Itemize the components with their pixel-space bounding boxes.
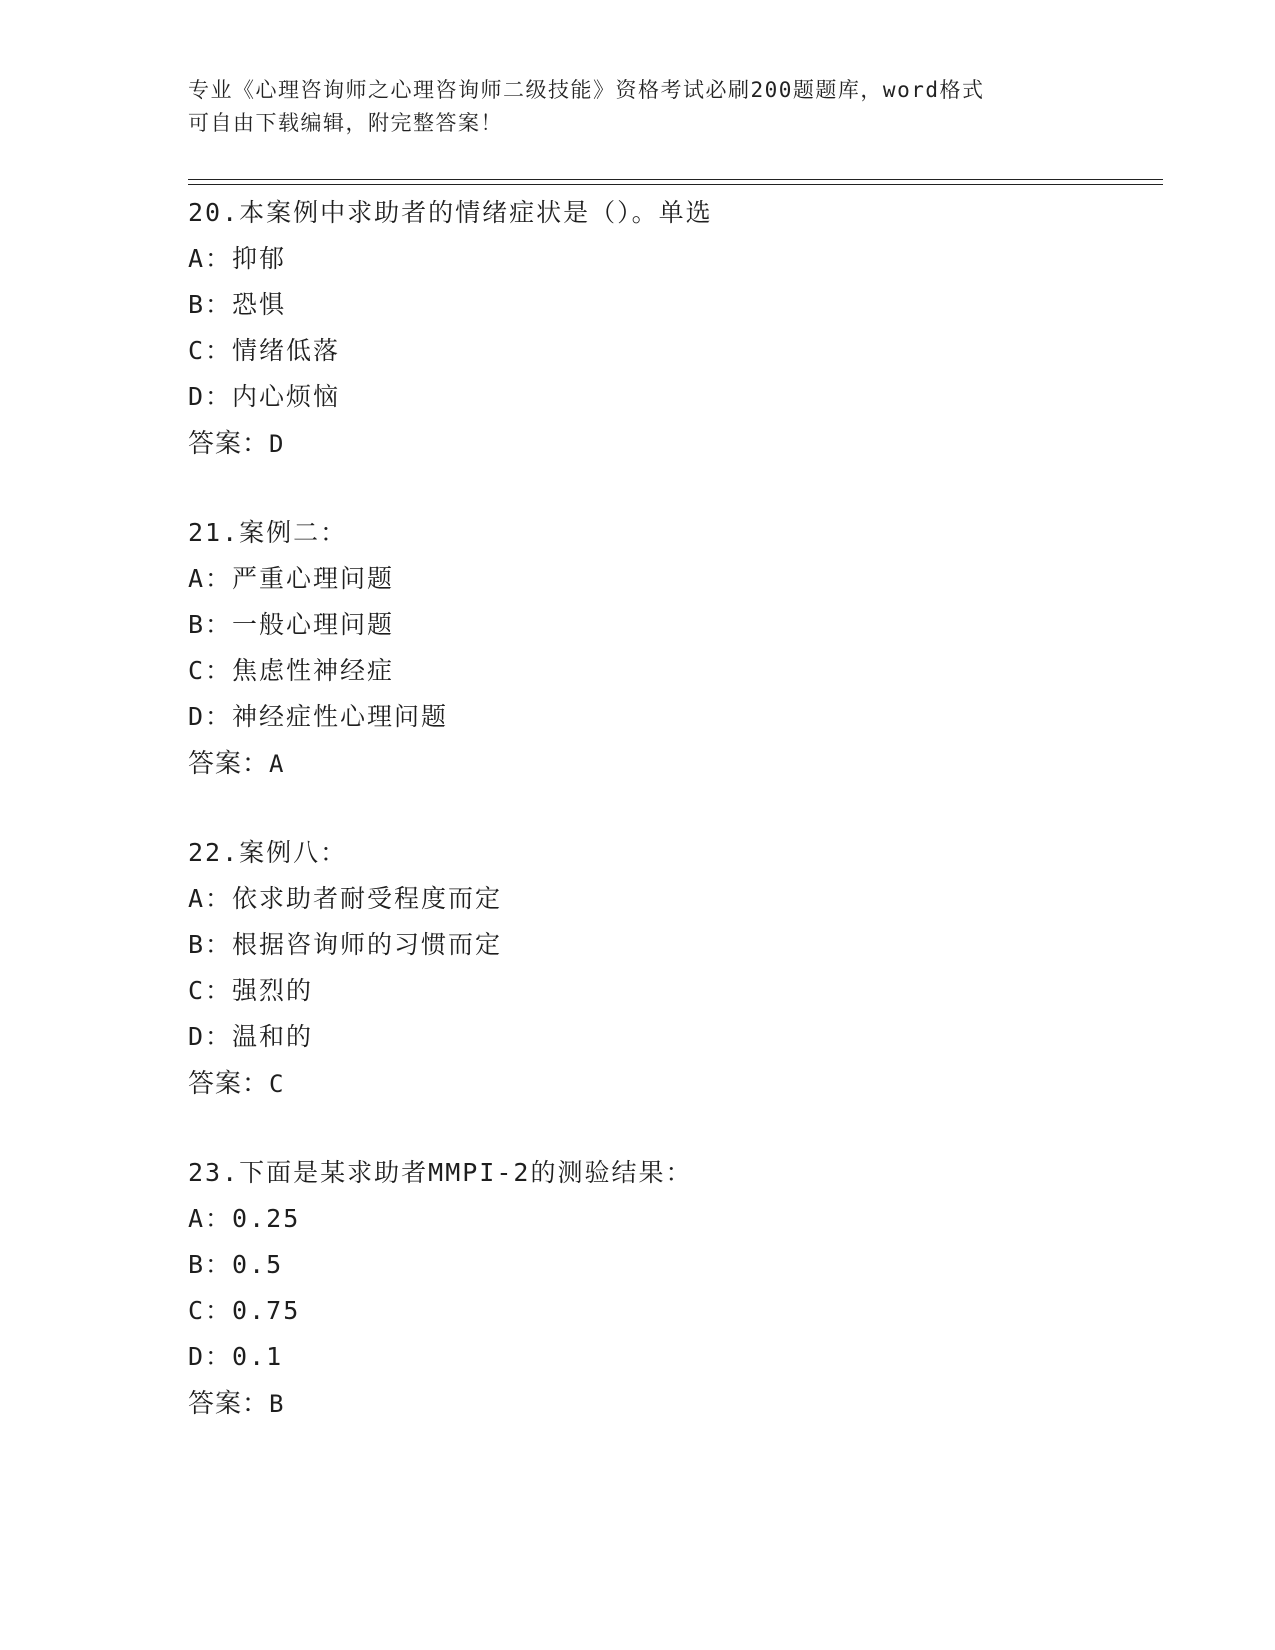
question-stem: 20.本案例中求助者的情绪症状是（）。单选: [188, 198, 713, 227]
header-divider-bottom: [188, 184, 1163, 185]
answer-line: [188, 1060, 1148, 1106]
question-block: [188, 830, 1148, 1150]
answer-value: C: [269, 1070, 285, 1098]
question-stem: 21.案例二：: [188, 518, 348, 547]
option-c: C：焦虑性神经症: [188, 656, 395, 685]
answer-label: 答案：: [188, 1068, 270, 1098]
option-d: D：0.1: [188, 1342, 284, 1371]
answer-label: 答案：: [188, 748, 270, 778]
option-c: C：情绪低落: [188, 336, 341, 365]
option-d: D：神经症性心理问题: [188, 702, 449, 731]
answer-line: [188, 420, 1148, 466]
option-c: C：强烈的: [188, 976, 314, 1005]
question-list: [188, 190, 1148, 1470]
option-a: A：0.25: [188, 1204, 301, 1233]
answer-value: B: [269, 1390, 285, 1418]
option-b: B：恐惧: [188, 290, 287, 319]
option-b: B：0.5: [188, 1250, 284, 1279]
question-block: [188, 510, 1148, 830]
answer-value: D: [269, 430, 285, 458]
header-divider-top: [188, 179, 1163, 180]
answer-line: [188, 740, 1148, 786]
option-d: D：温和的: [188, 1022, 314, 1051]
question-stem: 23.下面是某求助者MMPI-2的测验结果：: [188, 1158, 693, 1187]
option-b: B：根据咨询师的习惯而定: [188, 930, 503, 959]
answer-line: [188, 1380, 1148, 1426]
question-block: [188, 190, 1148, 510]
option-a: A：抑郁: [188, 244, 287, 273]
option-c: C：0.75: [188, 1296, 301, 1325]
answer-label: 答案：: [188, 428, 270, 458]
question-stem: 22.案例八：: [188, 838, 348, 867]
document-header: [188, 74, 1088, 140]
option-a: A：严重心理问题: [188, 564, 395, 593]
answer-label: 答案：: [188, 1388, 270, 1418]
question-block: [188, 1150, 1148, 1470]
option-d: D：内心烦恼: [188, 382, 341, 411]
header-line-1: 专业《心理咨询师之心理咨询师二级技能》资格考试必刷200题题库，word格式: [188, 78, 985, 102]
option-a: A：依求助者耐受程度而定: [188, 884, 503, 913]
header-line-2: 可自由下载编辑，附完整答案！: [188, 111, 503, 135]
answer-value: A: [269, 750, 285, 778]
option-b: B：一般心理问题: [188, 610, 395, 639]
